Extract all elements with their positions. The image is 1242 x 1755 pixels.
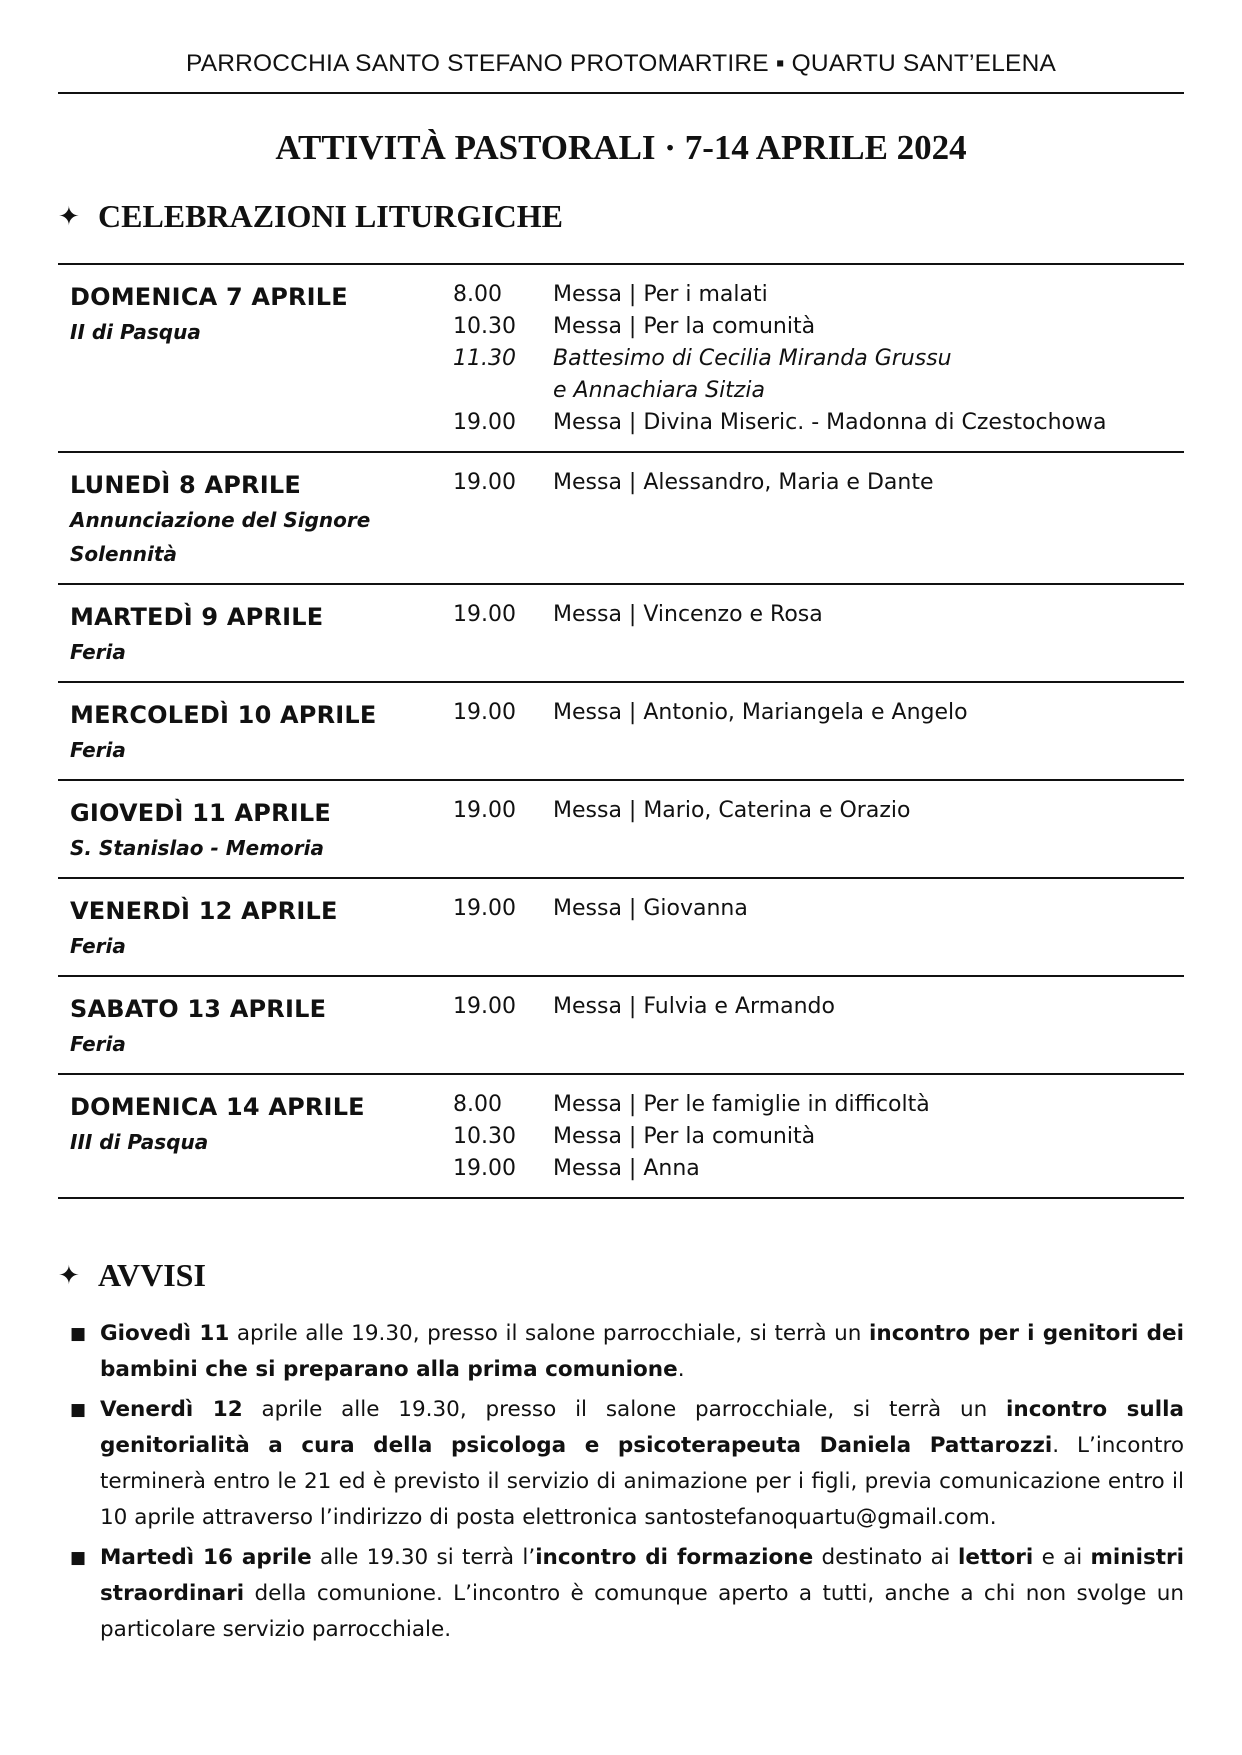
- notice-segment: . L’incontro terminerà entro le 21 ed è previsto il servizio di animazione per i figli, previa comunicazione entro il 10 aprile attraverso l’indirizzo di posta elettronica santostefanoquartu@gmail.com.: [100, 1433, 1184, 1530]
- day-name: VENERDÌ 12 APRILE: [70, 897, 338, 925]
- day-name: LUNEDÌ 8 APRILE: [70, 471, 301, 499]
- notice-segment: della comunione. L’incontro è comunque aperto a tutti, anche a chi non svolge un particolare servizio parrocchiale.: [100, 1581, 1184, 1642]
- schedule-table: [58, 263, 1184, 1199]
- notice-text: [100, 1392, 1184, 1536]
- event-description: Messa | Per le famiglie in difficoltà: [553, 1092, 930, 1117]
- day-column: [58, 467, 453, 571]
- events-list: [453, 279, 1184, 439]
- day-row: [58, 1075, 1184, 1199]
- events-list: [453, 893, 1184, 963]
- page-title: ATTIVITÀ PASTORALI · 7-14 APRILE 2024: [275, 128, 967, 167]
- events-list: [453, 599, 1184, 669]
- day-column: [58, 795, 453, 865]
- liturgical-note: Feria: [70, 934, 126, 958]
- event-row: [453, 991, 1184, 1023]
- liturgical-note: Feria: [70, 640, 126, 664]
- notice-emphasis: ministri straordinari: [100, 1545, 1185, 1606]
- event-time: 19.00: [453, 700, 516, 725]
- liturgical-note: Feria: [70, 1032, 126, 1056]
- day-row: [58, 781, 1184, 879]
- event-row: [453, 375, 1184, 407]
- day-name: MARTEDÌ 9 APRILE: [70, 603, 324, 631]
- event-description: Messa | Vincenzo e Rosa: [553, 602, 823, 627]
- notice-emphasis: lettori: [958, 1545, 1034, 1570]
- event-time: 8.00: [453, 282, 502, 307]
- event-time: 19.00: [453, 410, 516, 435]
- event-row: [453, 407, 1184, 439]
- square-bullet-icon: ■: [70, 1548, 87, 1568]
- day-name: DOMENICA 7 APRILE: [70, 283, 348, 311]
- event-row: [453, 697, 1184, 729]
- bulletin-page: [58, 0, 1184, 1652]
- event-time: 10.30: [453, 1124, 516, 1149]
- event-description: Battesimo di Cecilia Miranda Grussu: [553, 346, 952, 371]
- day-column: [58, 1089, 453, 1185]
- notice-segment: alle 19.30 si terrà l’: [311, 1545, 536, 1570]
- day-column: [58, 991, 453, 1061]
- event-row: [453, 279, 1184, 311]
- event-time: 19.00: [453, 602, 516, 627]
- event-row: [453, 1153, 1184, 1185]
- event-row: [453, 1121, 1184, 1153]
- notice-emphasis: incontro sulla genitorialità a cura della psicologa e psicoterapeuta Daniela Pattarozzi: [100, 1397, 1184, 1458]
- star-icon: ✦: [58, 201, 80, 232]
- notice-item: [58, 1316, 1184, 1388]
- events-list: [453, 697, 1184, 767]
- liturgical-note: S. Stanislao - Memoria: [70, 836, 325, 860]
- event-row: [453, 311, 1184, 343]
- notices-heading-text: AVVISI: [98, 1257, 206, 1293]
- celebrations-heading: [58, 198, 1184, 235]
- day-row: [58, 683, 1184, 781]
- event-time: 8.00: [453, 1092, 502, 1117]
- event-description: Messa | Divina Miseric. - Madonna di Czestochowa: [553, 410, 1107, 435]
- event-time: [453, 375, 553, 407]
- notices-list: [58, 1316, 1184, 1648]
- event-row: [453, 795, 1184, 827]
- notice-segment: destinato ai: [813, 1545, 959, 1570]
- notice-emphasis: Giovedì 11: [100, 1321, 230, 1346]
- notice-segment: aprile alle 19.30, presso il salone parrocchiale, si terrà un: [242, 1397, 1007, 1422]
- notice-emphasis: incontro di formazione: [535, 1545, 814, 1570]
- day-column: [58, 599, 453, 669]
- event-description: Messa | Anna: [553, 1156, 700, 1181]
- event-time: 11.30: [453, 346, 516, 371]
- notice-item: [58, 1540, 1184, 1648]
- events-list: [453, 991, 1184, 1061]
- event-time: 10.30: [453, 314, 516, 339]
- events-list: [453, 795, 1184, 865]
- square-bullet-icon: ■: [70, 1400, 87, 1420]
- event-time: 19.00: [453, 470, 516, 495]
- event-row: [453, 467, 1184, 499]
- event-description: Messa | Fulvia e Armando: [553, 994, 835, 1019]
- notice-emphasis: incontro per i genitori dei bambini che si preparano alla prima comunione: [100, 1321, 1184, 1382]
- day-name: DOMENICA 14 APRILE: [70, 1093, 365, 1121]
- event-row: [453, 343, 1184, 375]
- star-icon: ✦: [58, 1260, 80, 1291]
- events-list: [453, 1089, 1184, 1185]
- notice-emphasis: Venerdì 12: [100, 1397, 243, 1422]
- notice-text: [100, 1540, 1184, 1648]
- liturgical-note: II di Pasqua: [70, 320, 201, 344]
- event-description: Messa | Per la comunità: [553, 1124, 816, 1149]
- day-row: [58, 879, 1184, 977]
- celebrations-heading-text: CELEBRAZIONI LITURGICHE: [98, 198, 563, 234]
- liturgical-note: III di Pasqua: [70, 1130, 209, 1154]
- event-time: 19.00: [453, 896, 516, 921]
- header-divider: [58, 92, 1184, 94]
- parish-header: PARROCCHIA SANTO STEFANO PROTOMARTIRE ▪ QUARTU SANT’ELENA: [185, 50, 1057, 77]
- event-row: [453, 893, 1184, 925]
- day-column: [58, 279, 453, 439]
- liturgical-note: Annunciazione del Signore: [70, 508, 371, 532]
- event-description: Messa | Alessandro, Maria e Dante: [553, 470, 934, 495]
- notice-segment: .: [677, 1357, 685, 1382]
- events-list: [453, 467, 1184, 571]
- event-time: 19.00: [453, 994, 516, 1019]
- liturgical-note: Solennità: [70, 542, 177, 566]
- day-row: [58, 453, 1184, 585]
- event-time: 19.00: [453, 1156, 516, 1181]
- notice-emphasis: Martedì 16 aprile: [100, 1545, 312, 1570]
- day-name: MERCOLEDÌ 10 APRILE: [70, 701, 377, 729]
- liturgical-note: Feria: [70, 738, 126, 762]
- event-description: Messa | Per i malati: [553, 282, 768, 307]
- day-name: SABATO 13 APRILE: [70, 995, 327, 1023]
- event-description: e Annachiara Sitzia: [553, 378, 765, 403]
- day-column: [58, 697, 453, 767]
- square-bullet-icon: ■: [70, 1324, 87, 1344]
- event-time: 19.00: [453, 798, 516, 823]
- day-row: [58, 585, 1184, 683]
- event-description: Messa | Per la comunità: [553, 314, 816, 339]
- notices-heading: [58, 1257, 1184, 1294]
- event-row: [453, 1089, 1184, 1121]
- event-description: Messa | Antonio, Mariangela e Angelo: [553, 700, 968, 725]
- day-name: GIOVEDÌ 11 APRILE: [70, 799, 331, 827]
- notice-segment: aprile alle 19.30, presso il salone parrocchiale, si terrà un: [229, 1321, 870, 1346]
- notice-text: [100, 1316, 1184, 1388]
- day-row: [58, 977, 1184, 1075]
- notice-item: [58, 1392, 1184, 1536]
- day-row: [58, 265, 1184, 453]
- event-description: Messa | Mario, Caterina e Orazio: [553, 798, 911, 823]
- notice-segment: e ai: [1033, 1545, 1091, 1570]
- day-column: [58, 893, 453, 963]
- event-description: Messa | Giovanna: [553, 896, 748, 921]
- event-row: [453, 599, 1184, 631]
